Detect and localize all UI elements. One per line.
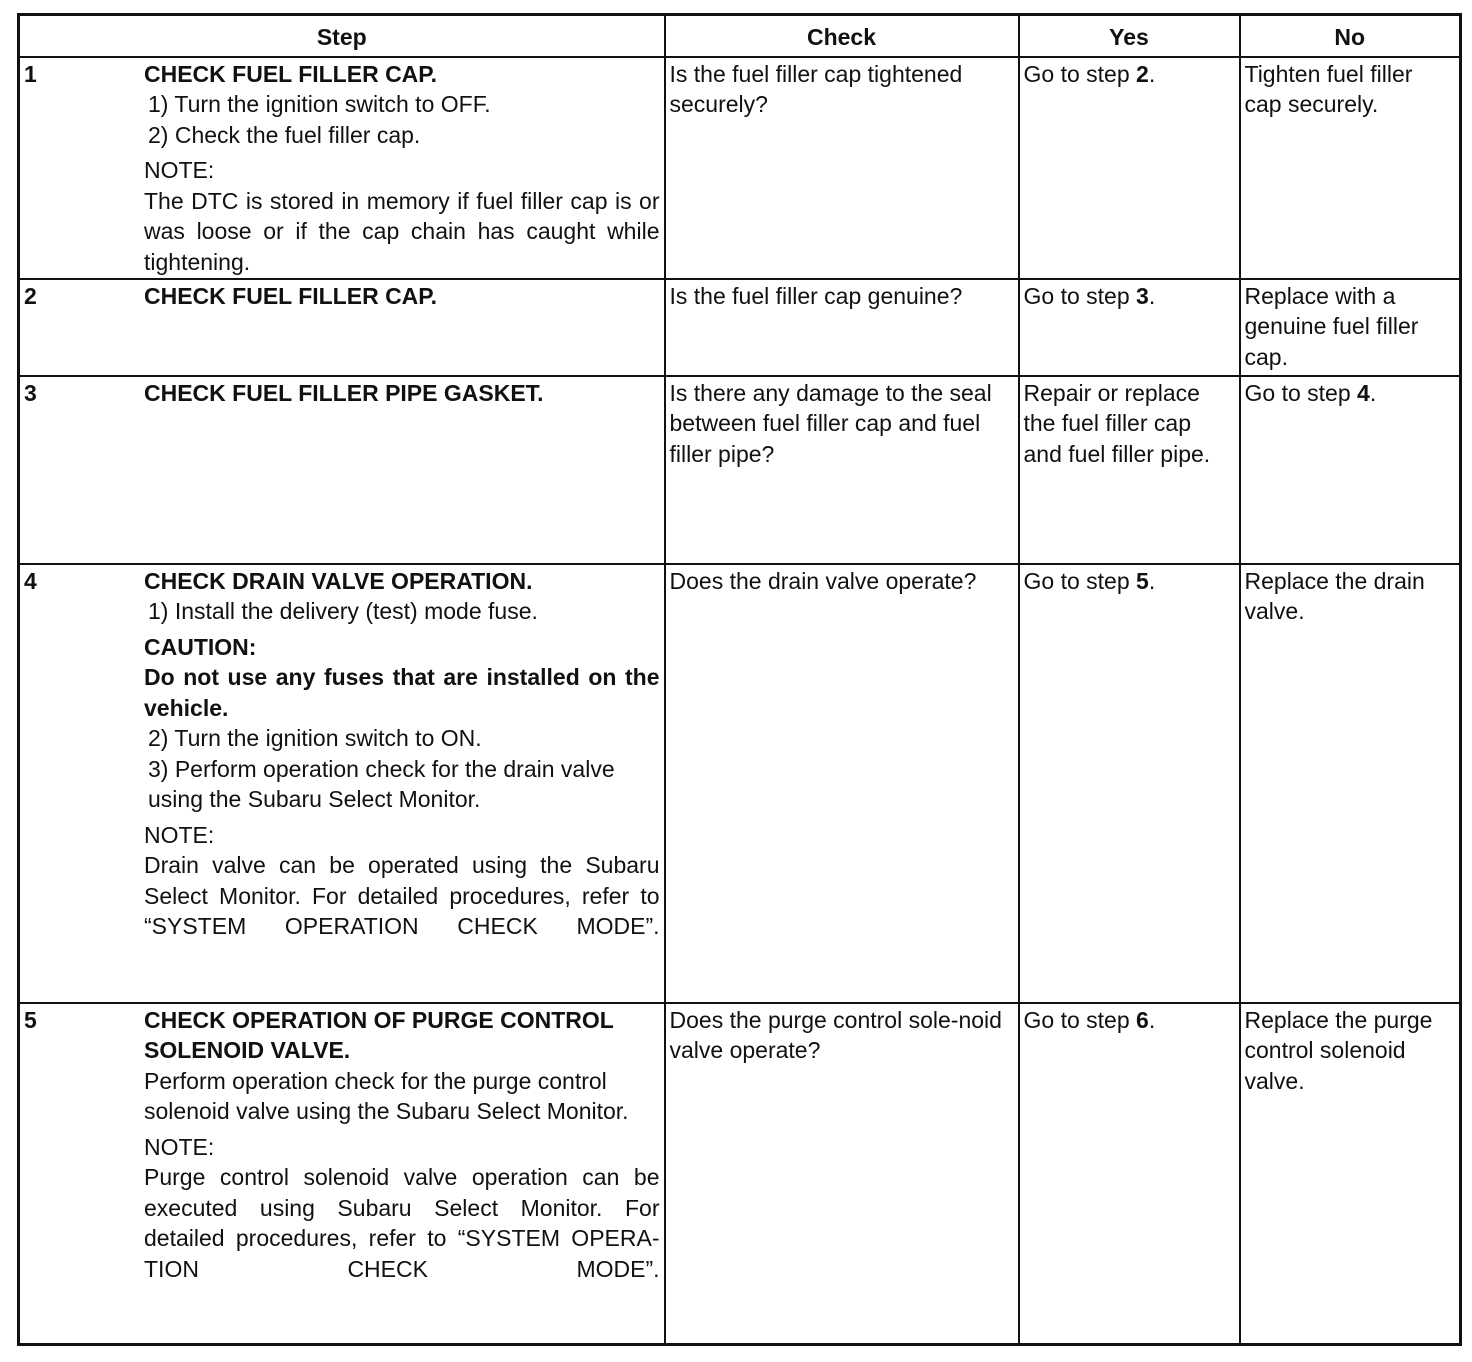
yes-text bbox=[1024, 1004, 1235, 1036]
yes-text bbox=[1024, 280, 1235, 312]
check-text: Is there any damage to the seal between fuel filler cap and fuel filler pipe? bbox=[669, 379, 992, 467]
table-row bbox=[19, 57, 1461, 279]
table-row bbox=[19, 279, 1461, 376]
no-text bbox=[1245, 377, 1456, 409]
step-title: CHECK FUEL FILLER CAP. bbox=[144, 282, 438, 309]
no-cell bbox=[1240, 279, 1461, 376]
step-title: CHECK FUEL FILLER PIPE GASKET. bbox=[144, 379, 544, 406]
check-cell bbox=[665, 564, 1019, 1003]
note-text: Purge control solenoid valve operation can be executed using Subaru Select Monitor. For detailed procedures, refer to “SYSTEM OPERA-TION CHECK MODE”. bbox=[144, 1164, 660, 1282]
check-cell bbox=[665, 376, 1019, 564]
next-step-number: 2 bbox=[1136, 60, 1149, 87]
instruction: 1) Turn the ignition switch to OFF. bbox=[148, 91, 491, 117]
step-cell bbox=[19, 279, 665, 376]
yes-suffix: . bbox=[1148, 567, 1156, 594]
note-label: NOTE: bbox=[144, 1133, 215, 1160]
yes-text bbox=[1024, 58, 1235, 90]
yes-cell bbox=[1019, 279, 1240, 376]
caution-text: Do not use any fuses that are installed on the vehicle. bbox=[144, 664, 660, 721]
check-cell bbox=[665, 57, 1019, 279]
table-header-row bbox=[19, 15, 1461, 57]
step-number: 4 bbox=[24, 567, 37, 594]
yes-prefix: Go to step bbox=[1023, 282, 1137, 309]
diagnostic-procedure-table bbox=[17, 13, 1462, 1346]
no-cell bbox=[1240, 564, 1461, 1003]
header-check: Check bbox=[665, 15, 1019, 57]
no-text: Replace the drain valve. bbox=[1244, 567, 1425, 624]
header-no: No bbox=[1240, 15, 1461, 57]
check-text: Does the drain valve operate? bbox=[669, 567, 977, 594]
yes-cell bbox=[1019, 1003, 1240, 1345]
check-text: Does the purge control sole-noid valve operate? bbox=[669, 1006, 1002, 1063]
header-yes: Yes bbox=[1019, 15, 1240, 57]
yes-suffix: . bbox=[1148, 1006, 1156, 1033]
check-cell bbox=[665, 1003, 1019, 1345]
no-cell bbox=[1240, 1003, 1461, 1345]
no-text: Replace with a genuine fuel filler cap. bbox=[1244, 282, 1419, 370]
no-text: Tighten fuel filler cap securely. bbox=[1244, 60, 1413, 117]
note-label: NOTE: bbox=[144, 821, 215, 848]
next-step-number: 4 bbox=[1357, 379, 1370, 406]
step-title: CHECK DRAIN VALVE OPERATION. bbox=[144, 567, 533, 594]
next-step-number: 5 bbox=[1136, 567, 1149, 594]
step-title: CHECK FUEL FILLER CAP. bbox=[144, 60, 438, 87]
yes-cell bbox=[1019, 376, 1240, 564]
step-cell bbox=[19, 57, 665, 279]
table-row bbox=[19, 376, 1461, 564]
check-text: Is the fuel filler cap genuine? bbox=[669, 282, 963, 309]
yes-suffix: . bbox=[1148, 60, 1156, 87]
note-text: Drain valve can be operated using the Subaru Select Monitor. For detailed procedures, refer to “SYSTEM OPERATION CHECK MODE”. bbox=[144, 852, 660, 939]
step-cell bbox=[19, 376, 665, 564]
step-number: 2 bbox=[24, 282, 37, 309]
instruction: 2) Check the fuel filler cap. bbox=[148, 121, 421, 148]
yes-text bbox=[1024, 565, 1235, 597]
yes-suffix: . bbox=[1148, 282, 1156, 309]
no-suffix: . bbox=[1369, 379, 1377, 406]
table-row bbox=[19, 564, 1461, 1003]
instruction: 2) Turn the ignition switch to ON. bbox=[148, 725, 482, 751]
step-number: 1 bbox=[24, 60, 37, 87]
yes-text: Repair or replace the fuel filler cap and fuel filler pipe. bbox=[1023, 379, 1211, 467]
step-cell bbox=[19, 1003, 665, 1345]
no-cell bbox=[1240, 57, 1461, 279]
instruction: 1) Install the delivery (test) mode fuse. bbox=[148, 598, 538, 624]
next-step-number: 3 bbox=[1136, 282, 1149, 309]
step-number: 5 bbox=[24, 1006, 37, 1033]
caution-label: CAUTION: bbox=[144, 633, 257, 660]
check-cell bbox=[665, 279, 1019, 376]
step-title: CHECK OPERATION OF PURGE CONTROL SOLENOID VALVE. bbox=[144, 1006, 614, 1063]
instruction: 3) Perform operation check for the drain valve using the Subaru Select Monitor. bbox=[148, 755, 615, 812]
check-text: Is the fuel filler cap tightened securely? bbox=[669, 60, 963, 117]
step-cell bbox=[19, 564, 665, 1003]
no-prefix: Go to step bbox=[1244, 379, 1358, 406]
yes-prefix: Go to step bbox=[1023, 567, 1137, 594]
next-step-number: 6 bbox=[1136, 1006, 1149, 1033]
yes-prefix: Go to step bbox=[1023, 1006, 1137, 1033]
no-cell bbox=[1240, 376, 1461, 564]
note-label: NOTE: bbox=[144, 157, 215, 183]
yes-cell bbox=[1019, 57, 1240, 279]
no-text: Replace the purge control solenoid valve. bbox=[1244, 1006, 1433, 1094]
note-text: The DTC is stored in memory if fuel filler cap is or was loose or if the cap chain has caught while tightening. bbox=[144, 187, 660, 275]
header-step: Step bbox=[19, 15, 665, 57]
yes-prefix: Go to step bbox=[1023, 60, 1137, 87]
step-number: 3 bbox=[24, 379, 37, 406]
table-row bbox=[19, 1003, 1461, 1345]
instruction: Perform operation check for the purge control solenoid valve using the Subaru Select Monitor. bbox=[144, 1067, 629, 1124]
yes-cell bbox=[1019, 564, 1240, 1003]
